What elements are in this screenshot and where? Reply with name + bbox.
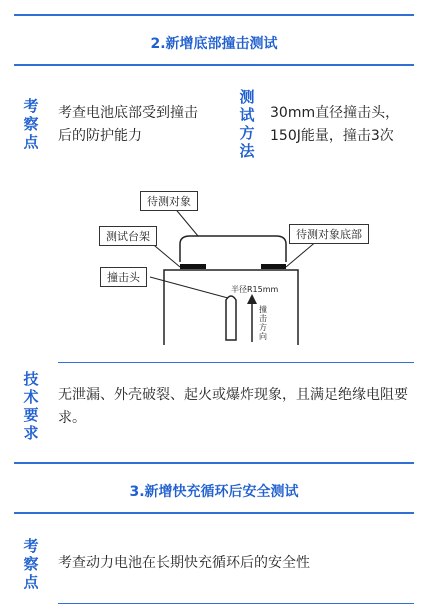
req-divider-top (58, 362, 414, 363)
label-purpose-2: 考 察 点 (23, 537, 39, 591)
requirements-text: 无泄漏、外壳破裂、起火或爆炸现象，且满足绝缘电阻要求。 (58, 387, 408, 426)
label-impact-head: 撞击头 (100, 267, 147, 287)
label-object-bottom: 待测对象底部 (289, 224, 369, 244)
label-requirements: 技 术 要 求 (23, 370, 39, 442)
label-test-platform: 测试台架 (99, 226, 157, 246)
bottom-divider (58, 603, 414, 604)
purpose-text: 考查电池底部受到撞击后的防护能力 (58, 105, 198, 144)
label-purpose: 考 察 点 (23, 97, 39, 151)
section2-top-divider (14, 462, 414, 464)
label-test-object: 待测对象 (140, 191, 198, 211)
label-radius: 半径R15mm (231, 285, 279, 294)
section2-title-divider (14, 512, 414, 514)
direction-arrow-icon (247, 294, 257, 304)
purpose-text-2: 考查动力电池在长期快充循环后的安全性 (58, 555, 310, 571)
section-title-bottom-impact: 2.新增底部撞击测试 (150, 36, 278, 52)
method-text: 30mm直径撞击头，150J能量，撞击3次 (270, 105, 400, 144)
impact-head-shape (226, 296, 236, 340)
section-title-fast-charge: 3.新增快充循环后安全测试 (129, 484, 299, 500)
label-impact-direction: 撞 击 方 向 (259, 305, 267, 341)
label-method: 测 试 方 法 (239, 88, 255, 160)
test-object-shape (180, 236, 286, 262)
